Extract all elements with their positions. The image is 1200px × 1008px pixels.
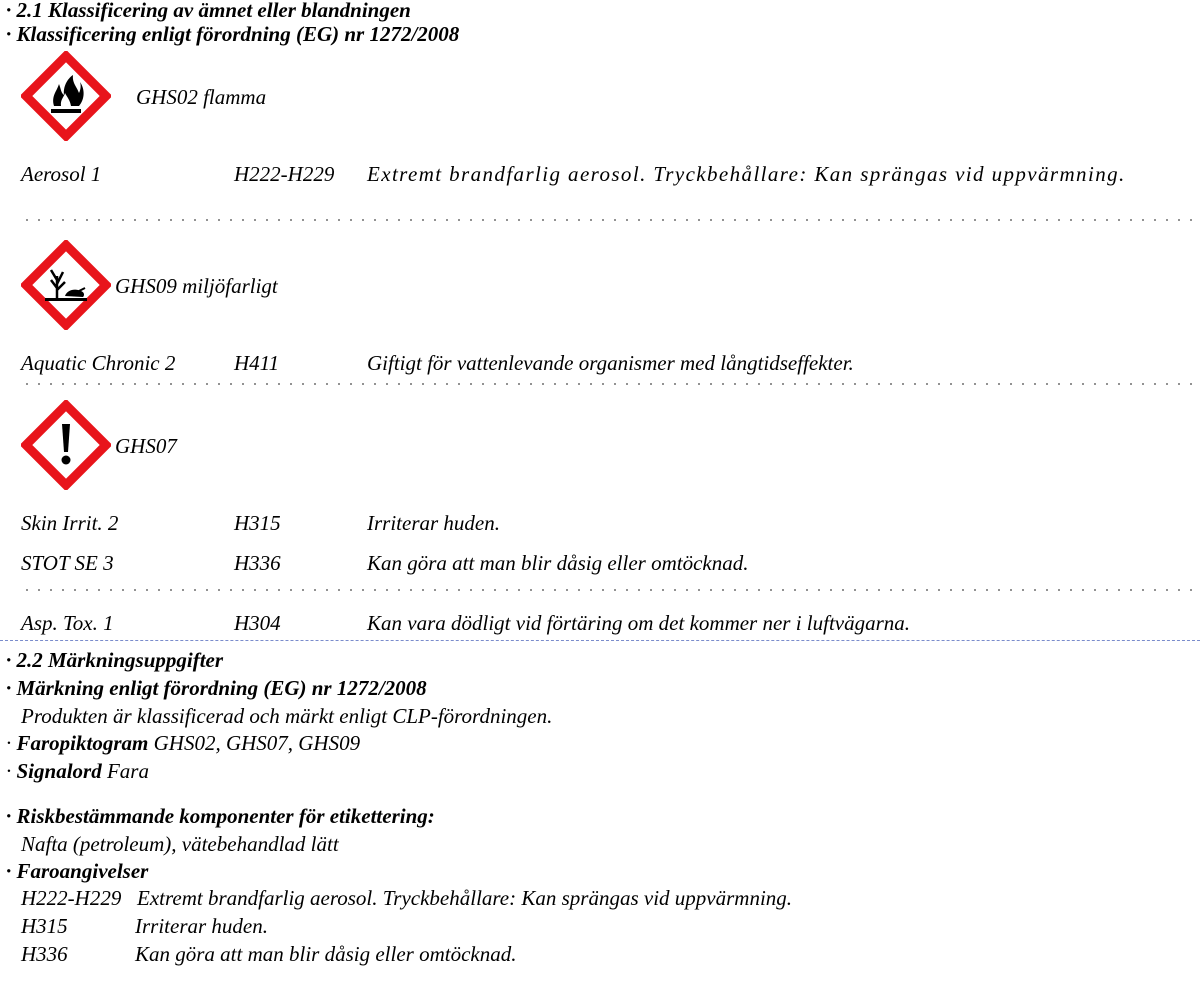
faropiktogram-line: · Faropiktogram GHS02, GHS07, GHS09 xyxy=(6,731,361,755)
hazard-class: Aquatic Chronic 2 xyxy=(21,351,176,375)
hazard-statement: Kan göra att man blir dåsig eller omtöcknad. xyxy=(367,551,749,575)
hazard-class: Skin Irrit. 2 xyxy=(21,511,119,535)
dotted-divider xyxy=(21,383,1200,385)
pictogram-label: GHS09 miljöfarligt xyxy=(115,274,278,298)
pictogram-label: GHS07 xyxy=(115,434,177,458)
faroangivelser-label: · Faroangivelser xyxy=(6,859,149,883)
signalord-line: · Signalord Fara xyxy=(6,759,149,783)
section-2-2-heading: · 2.2 Märkningsuppgifter xyxy=(6,648,224,672)
hazard-code: H222-H229 xyxy=(234,162,335,186)
hazard-code: H411 xyxy=(234,351,280,375)
section-2-1-subheading: · Klassificering enligt förordning (EG) nr 1272/2008 xyxy=(6,22,460,46)
pictogram-label: GHS02 flamma xyxy=(136,85,267,109)
hazard-statement: Kan vara dödligt vid förtäring om det kommer ner i luftvägarna. xyxy=(367,611,911,635)
hazard-statement-code: H222-H229 xyxy=(21,886,122,910)
dotted-divider xyxy=(21,589,1200,591)
section-2-2-subheading: · Märkning enligt förordning (EG) nr 1272/2008 xyxy=(6,676,427,700)
clp-note: Produkten är klassificerad och märkt enligt CLP-förordningen. xyxy=(21,704,553,728)
section-divider xyxy=(0,640,1200,641)
hazard-class: Aerosol 1 xyxy=(21,162,102,186)
hazard-code: H336 xyxy=(234,551,281,575)
hazard-class: STOT SE 3 xyxy=(21,551,114,575)
hazard-statement-code: H315 xyxy=(21,914,68,938)
exclamation-icon xyxy=(21,400,111,490)
risk-components-label: · Riskbestämmande komponenter för etikettering: xyxy=(6,804,435,828)
hazard-statement-code: H336 xyxy=(21,942,68,966)
dotted-divider xyxy=(21,219,1200,221)
hazard-statement-text: Irriterar huden. xyxy=(135,914,268,938)
hazard-code: H304 xyxy=(234,611,281,635)
hazard-code: H315 xyxy=(234,511,281,535)
hazard-class: Asp. Tox. 1 xyxy=(21,611,114,635)
risk-components-value: Nafta (petroleum), vätebehandlad lätt xyxy=(21,832,339,856)
hazard-statement-text: Kan göra att man blir dåsig eller omtöcknad. xyxy=(135,942,517,966)
hazard-statement: Irriterar huden. xyxy=(367,511,500,535)
environment-icon xyxy=(21,240,111,330)
hazard-statement: Giftigt för vattenlevande organismer med långtidseffekter. xyxy=(367,351,854,375)
flame-icon xyxy=(21,51,111,141)
hazard-statement: Extremt brandfarlig aerosol. Tryckbehållare: Kan sprängas vid uppvärmning. xyxy=(367,162,1126,186)
hazard-statement-text: Extremt brandfarlig aerosol. Tryckbehållare: Kan sprängas vid uppvärmning. xyxy=(137,886,793,910)
section-2-1-heading: · 2.1 Klassificering av ämnet eller blandningen xyxy=(6,0,411,22)
